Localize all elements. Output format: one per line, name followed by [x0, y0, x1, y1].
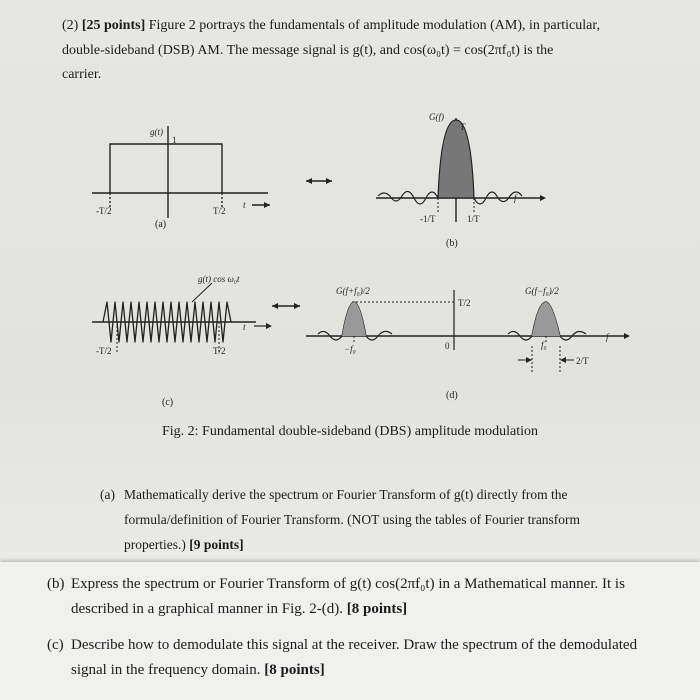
panel-d-axis-label: f — [606, 332, 609, 342]
panel-a-peak: 1 — [172, 135, 177, 145]
question-b — [47, 572, 657, 622]
panel-b-axis-label: f — [514, 193, 517, 203]
panel-d-peak: T/2 — [458, 298, 471, 308]
question-a-label: (a) — [100, 487, 115, 502]
panel-d-left-center: −f₀ — [344, 344, 356, 354]
panel-b-right-tick: 1/T — [467, 214, 480, 224]
question-b-text: Express the spectrum or Fourier Transform of g(t) cos(2πf₀t) in a Mathematical manner. It is described in a graphical manner in Fig. 2-(d). — [71, 576, 625, 617]
question-b-label: (b) — [47, 576, 65, 592]
intro-line-3: carrier. — [62, 67, 102, 82]
panel-c-right-tick: T/2 — [213, 346, 226, 356]
panel-c — [92, 283, 272, 352]
question-c — [47, 633, 657, 683]
panel-a-label: (a) — [155, 219, 167, 230]
panel-b — [376, 118, 546, 222]
panel-c-left-tick: -T/2 — [96, 346, 112, 356]
question-c-label: (c) — [47, 637, 64, 653]
panel-a-axis-label: t — [243, 200, 246, 210]
panel-c-ylabel: g(t) cos ω₀t — [198, 274, 240, 284]
problem-number: (2) — [62, 18, 79, 33]
question-c-text: Describe how to demodulate this signal at the receiver. Draw the spectrum of the demodulated signal in the frequency domain. — [71, 637, 638, 678]
panel-d-width-tick: 2/T — [576, 356, 589, 366]
question-a-text: Mathematically derive the spectrum or Fourier Transform of g(t) directly from the formula/definition of Fourier Transform. (NOT using the tables of Fourier transform properties.) — [124, 487, 581, 552]
panel-d-zero: 0 — [445, 341, 450, 351]
panel-c-pointer — [192, 283, 212, 302]
problem-points: [25 points] — [81, 18, 146, 33]
question-a — [100, 482, 630, 557]
panel-a-rect-pulse — [110, 144, 222, 193]
panel-b-peak: T — [460, 122, 466, 132]
question-b-points: [8 points] — [346, 601, 408, 617]
question-a-points: [9 points] — [189, 537, 244, 552]
panel-b-ylabel: G(f) — [429, 112, 444, 122]
panel-c-label: (c) — [162, 397, 174, 408]
panel-d-right-label: G(f−f₀)/2 — [525, 286, 559, 296]
panel-a-left-tick: -T/2 — [96, 206, 112, 216]
panel-d-label: (d) — [446, 390, 458, 401]
panel-a-right-tick: T/2 — [213, 206, 226, 216]
double-arrow-top — [306, 178, 332, 184]
panel-d-right-center: f₀ — [541, 340, 547, 350]
panel-d-left-label: G(f+f₀)/2 — [336, 286, 370, 296]
panel-a-ylabel: g(t) — [150, 127, 163, 137]
question-c-points: [8 points] — [264, 662, 325, 678]
intro-line-2: double-sideband (DSB) AM. The message signal is g(t), and cos(ω₀t) = cos(2πf₀t) is the — [62, 42, 554, 58]
figure-caption: Fig. 2: Fundamental double-sideband (DBS) amplitude modulation — [161, 424, 538, 439]
panel-b-label: (b) — [446, 238, 458, 249]
panel-b-main-lobe — [438, 120, 474, 198]
double-arrow-bottom — [272, 303, 300, 309]
panel-c-axis-label: t — [243, 322, 246, 332]
panel-b-left-tick: -1/T — [420, 214, 436, 224]
intro-line-1: Figure 2 portrays the fundamentals of amplitude modulation (AM), in particular, — [148, 18, 600, 33]
